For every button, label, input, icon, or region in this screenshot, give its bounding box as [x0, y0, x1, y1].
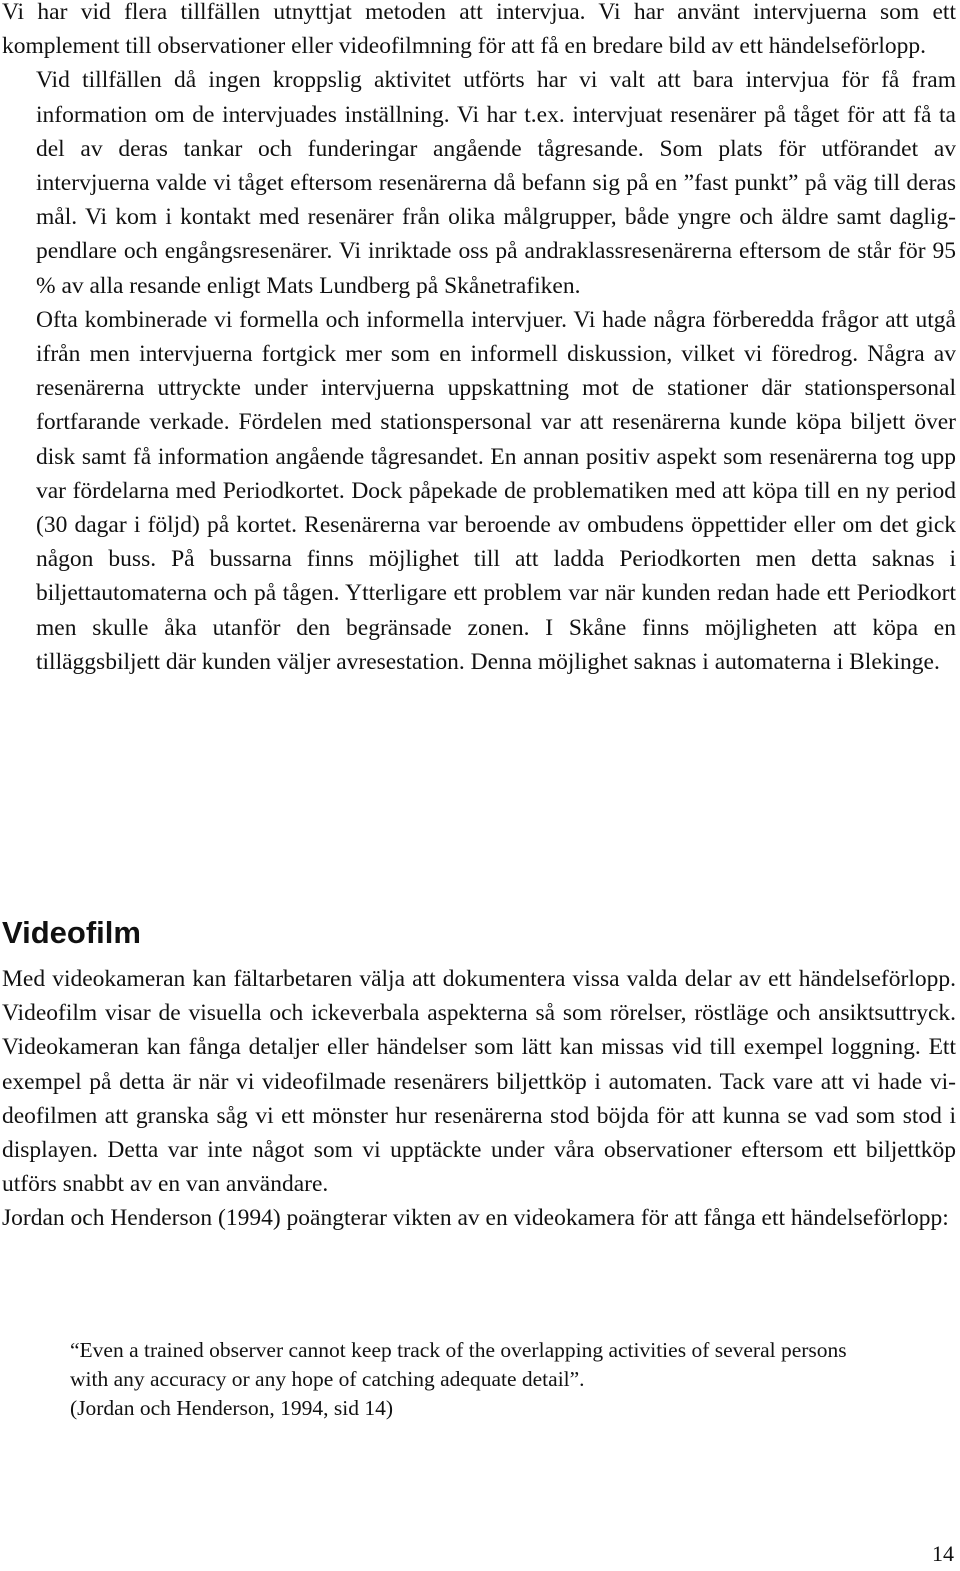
section-heading-videofilm: Videofilm [2, 915, 141, 950]
paragraph-videofilm: Med videokameran kan fältarbetaren välja att dokumentera vissa valda delar av ett händelseförlopp. Videofilm visar de visuella och ickeverbala aspekterna så som rörelser, röstläge och ansiktsuttryck. Videokameran kan fånga detaljer eller händelser som lätt kan missas vid till exempel loggning. Ett exempel på detta är när vi videofilmade resenärers biljettköp i automaten. Tack vare att vi hade videofilmen att granska såg vi ett mönster hur resenärerna stod böjda för att kunna se vad som stod i displayen. Detta var inte något som vi upptäckte under våra observationer eftersom ett biljettköp utförs snabbt av en van användare. [2, 966, 956, 1198]
paragraph-interview-findings: Ofta kombinerade vi formella och informella intervjuer. Vi hade några förberedda frågor att utgå ifrån men intervjuerna fortgick mer som en informell diskussion, vilket vi föredrog. Några av resenärerna uttryckte under intervjuerna uppskattning mot de stationer där stationspersonal fortfarande verkade. Fördelen med stationspersonal var att resenärerna kunde köpa biljett över disk samt få information angående tågresandet. En annan positiv aspekt som resenärerna tog upp var fördelarna med Periodkortet. Dock påpekade de problematiken med att köpa till en ny period (30 dagar i följd) på kortet. Resenärerna var beroende av ombudens öppettider eller om det gick någon buss. På bussarna finns möjlighet till att ladda Periodkorten men detta saknas i biljettautomaterna och på tågen. Ytterligare ett problem var när kunden redan hade ett Periodkort men skulle åka utanför den begränsade zonen. I Skåne finns möjligheten att köpa en tilläggsbiljett där kunden väljer avresestation. Denna möjlighet saknas i automaterna i Blekinge. [36, 306, 956, 675]
interview-section [2, 0, 956, 679]
page-number: 14 [932, 1541, 954, 1566]
videofilm-section [2, 962, 956, 1236]
paragraph-interview-method: Vi har vid flera tillfällen utnyttjat metoden att intervjua. Vi har använt intervjuerna som ett komplement till observationer eller videofilmning för att få en bredare bild av ett händelseförlopp. [2, 0, 956, 60]
paragraph-interview-setting: Vid tillfällen då ingen kroppslig aktivitet utförts har vi valt att bara intervjua för få fram information om de intervjuades inställning. Vi har t.ex. intervjuat resenärer på tåget för att få ta del av deras tankar och funderingar angående tågresande. Som plats för utförandet av intervjuerna valde vi tåget eftersom resenärerna då befann sig på en ”fast punkt” på väg till deras mål. Vi kom i kontakt med resenärer från olika målgrupper, både yngre och äldre samt dagligpendlare och engångsresenärer. Vi inriktade oss på andraklassresenärerna eftersom de står för 95 % av alla resande enligt Mats Lundberg på Skånetrafiken. [36, 67, 956, 299]
quote-text: “Even a trained observer cannot keep track of the overlapping activities of several persons with any accuracy or any hope of catching adequate detail”. [70, 1338, 847, 1391]
block-quote [70, 1336, 870, 1423]
paragraph-jordan-henderson: Jordan och Henderson (1994) poängterar vikten av en videokamera för att fånga ett händelseförlopp: [2, 1205, 949, 1232]
quote-citation: (Jordan och Henderson, 1994, sid 14) [70, 1396, 394, 1420]
